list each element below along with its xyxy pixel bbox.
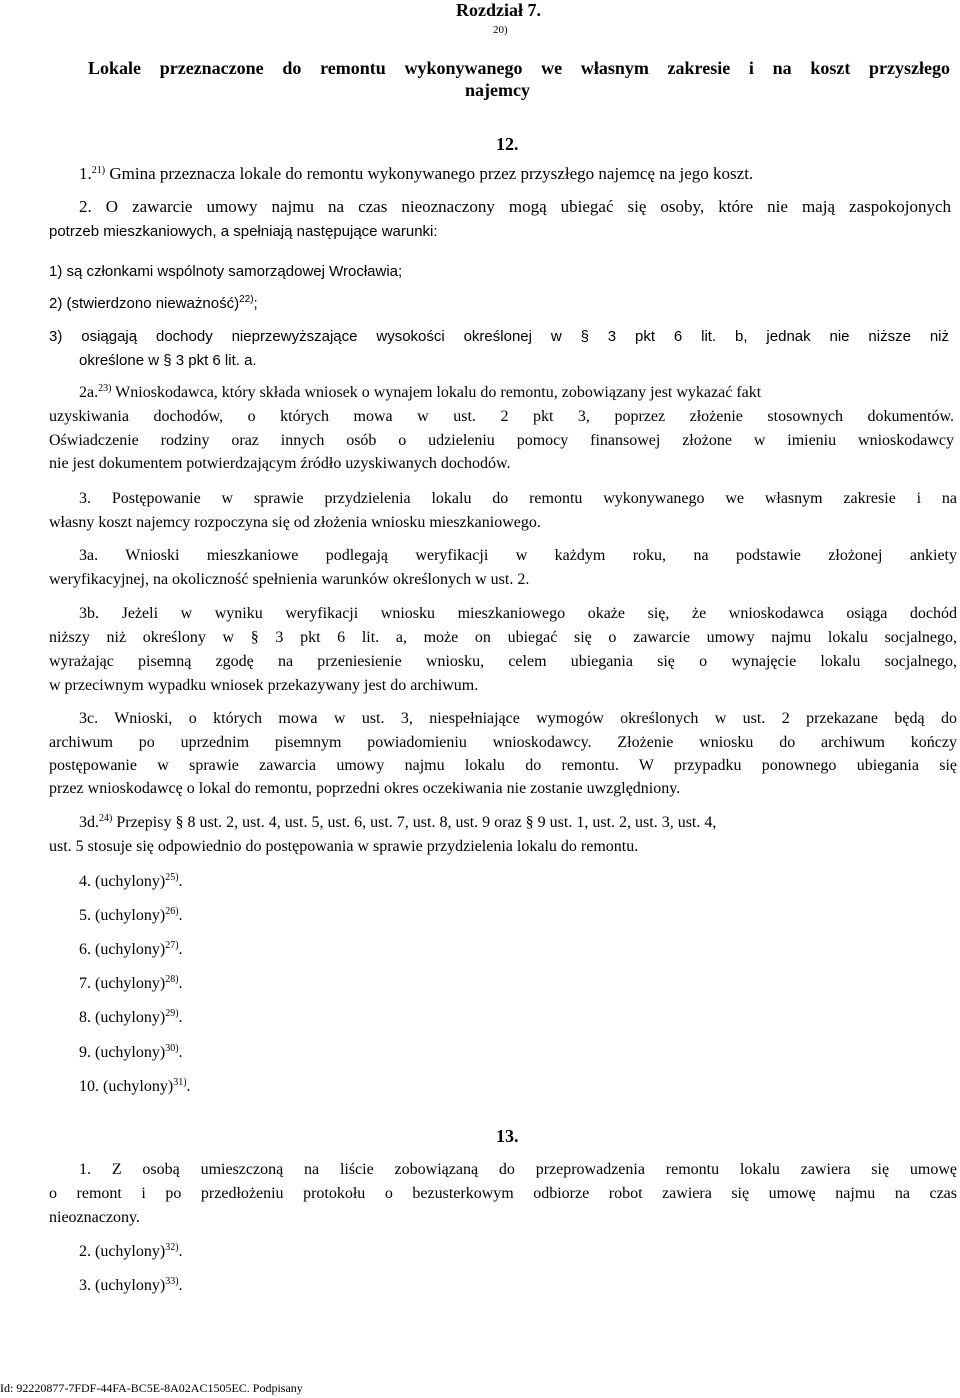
footnote-ref: 27) xyxy=(165,940,179,951)
sec12-repealed-6 xyxy=(79,940,183,960)
sec12-para-3c-line2: archiwum po uprzednim pisemnym powiadomieniu wnioskodawcy. Złożenie wniosku do archiwum kończy xyxy=(49,734,957,751)
sec12-item-2 xyxy=(49,294,258,314)
sec12-para-2-line2: potrzeb mieszkaniowych, a spełniają następujące warunki: xyxy=(49,223,438,240)
footnote-ref: 23) xyxy=(98,383,112,394)
chapter-title-line1: Lokale przeznaczone do remontu wykonywanego we własnym zakresie i na koszt przyszłego xyxy=(88,58,950,78)
item-end: ; xyxy=(253,295,258,312)
item-end: . xyxy=(178,975,183,992)
chapter-footnote-ref: 20) xyxy=(493,24,508,36)
sec12-para-3c-line3: postępowanie w sprawie zawarcia umowy najmu lokalu do remontu. W przypadku ponownego ubiegania się xyxy=(49,757,957,774)
sec12-para-3b-line2: niższy niż określony w § 3 pkt 6 lit. a, może on ubiegać się o zawarcie umowy najmu lokalu socjalnego, xyxy=(49,629,957,646)
sec12-para-3a-line1: 3a. Wnioski mieszkaniowe podlegają weryfikacji w każdym roku, na podstawie złożonej ankiety xyxy=(79,547,957,564)
sec12-para-2a-line4: nie jest dokumentem potwierdzającym źródło uzyskiwanych dochodów. xyxy=(49,455,511,472)
sec12-item-3-line2: określone w § 3 pkt 6 lit. a. xyxy=(79,352,257,369)
sec13-repealed-3 xyxy=(79,1276,183,1296)
sec12-para-1 xyxy=(79,164,753,184)
item-end: . xyxy=(178,907,183,924)
item-end: . xyxy=(186,1078,191,1095)
sec13-repealed-2 xyxy=(79,1242,183,1262)
sec12-para-3c-line1: 3c. Wnioski, o których mowa w ust. 3, niespełniające wymogów określonych w ust. 2 przekazane będą do xyxy=(79,710,957,727)
sec12-para-3d-line1 xyxy=(79,813,957,833)
sec12-para-2a-line2: uzyskiwania dochodów, o których mowa w ust. 2 pkt 3, poprzez złożenie stosownych dokumentów. xyxy=(49,408,954,425)
item-end: . xyxy=(178,1277,183,1294)
sec12-para-3-line1: 3. Postępowanie w sprawie przydzielenia lokalu do remontu wykonywanego we własnym zakresie i na xyxy=(79,490,957,507)
item-text: 2. (uchylony) xyxy=(79,1243,166,1260)
footnote-ref: 31) xyxy=(173,1077,187,1088)
sec12-para-3b-line3: wyrażając pisemną zgodę na przeniesienie wniosku, celem ubiegania się o wynajęcie lokalu socjalnego, xyxy=(49,653,957,670)
sec12-para-2a-line3: Oświadczenie rodziny oraz innych osób o udzieleniu pomocy finansowej złożone w imieniu wnioskodawcy xyxy=(49,432,954,449)
item-text: 5. (uchylony) xyxy=(79,907,166,924)
para-text: Wnioskodawca, który składa wniosek o wynajem lokalu do remontu, zobowiązany jest wykazać fakt xyxy=(115,384,762,401)
chapter-title-line2: najemcy xyxy=(465,80,530,100)
item-end: . xyxy=(178,873,183,890)
sec12-para-3b-line4: w przeciwnym wypadku wniosek przekazywany jest do archiwum. xyxy=(49,677,479,694)
sec12-para-3b-line1: 3b. Jeżeli w wyniku weryfikacji wniosku mieszkaniowego okaże się, że wnioskodawca osiąga dochód xyxy=(79,605,957,622)
item-text: 3. (uchylony) xyxy=(79,1277,166,1294)
document-id-footer: Id: 92220877-7FDF-44FA-BC5E-8A02AC1505EC. Podpisany xyxy=(0,1381,303,1395)
footnote-ref: 32) xyxy=(165,1242,179,1253)
footnote-ref: 24) xyxy=(99,813,113,824)
sec13-para-1-line3: nieoznaczony. xyxy=(49,1209,140,1226)
para-number: 2a. xyxy=(79,384,99,401)
sec12-para-2-line1: 2. O zawarcie umowy najmu na czas nieoznaczony mogą ubiegać się osoby, które nie mają zaspokojonych xyxy=(79,197,951,216)
item-text: 10. (uchylony) xyxy=(79,1078,174,1095)
sec13-para-1-line2: o remont i po przedłożeniu protokołu o bezusterkowym odbiorze robot zawiera się umowę najmu na czas xyxy=(49,1185,957,1202)
sec12-para-2a-line1 xyxy=(79,383,957,403)
footnote-ref: 30) xyxy=(165,1043,179,1054)
footnote-ref: 25) xyxy=(165,872,179,883)
sec12-item-3-line1: 3) osiągają dochody nieprzewyższające wysokości określonej w § 3 pkt 6 lit. b, jednak nie niższe niż xyxy=(49,328,949,345)
sec13-para-1-line1: 1. Z osobą umieszczoną na liście zobowiązaną do przeprowadzenia remontu lokalu zawiera się umowę xyxy=(79,1161,957,1178)
footnote-ref: 33) xyxy=(165,1276,179,1287)
item-end: . xyxy=(178,1009,183,1026)
sec12-repealed-9 xyxy=(79,1043,183,1063)
sec12-para-3a-line2: weryfikacyjnej, na okoliczność spełnienia warunków określonych w ust. 2. xyxy=(49,571,530,588)
sec12-para-3-line2: własny koszt najemcy rozpoczyna się od złożenia wniosku mieszkaniowego. xyxy=(49,514,541,531)
item-end: . xyxy=(178,941,183,958)
sec12-repealed-5 xyxy=(79,906,183,926)
para-number: 1. xyxy=(79,164,92,183)
footnote-ref: 28) xyxy=(165,974,179,985)
section-12-heading: 12. xyxy=(496,134,519,154)
footnote-ref: 22) xyxy=(239,294,254,305)
item-end: . xyxy=(178,1243,183,1260)
sec12-repealed-4 xyxy=(79,872,183,892)
item-end: . xyxy=(178,1044,183,1061)
footnote-ref: 21) xyxy=(91,165,106,176)
sec12-repealed-8 xyxy=(79,1008,183,1028)
footnote-ref: 26) xyxy=(165,906,179,917)
para-text: Przepisy § 8 ust. 2, ust. 4, ust. 5, ust. 6, ust. 7, ust. 8, ust. 9 oraz § 9 ust. 1, ust. 2, ust. 3, ust. 4, xyxy=(116,814,717,831)
item-text: 2) (stwierdzono nieważność) xyxy=(49,295,240,312)
item-text: 6. (uchylony) xyxy=(79,941,166,958)
item-text: 7. (uchylony) xyxy=(79,975,166,992)
sec12-repealed-10 xyxy=(79,1077,191,1097)
sec12-para-3c-line4: przez wnioskodawcę o lokal do remontu, poprzedni okres oczekiwania nie zostanie uwzględniony. xyxy=(49,780,681,797)
section-13-heading: 13. xyxy=(496,1126,519,1146)
para-number: 3d. xyxy=(79,814,99,831)
item-text: 9. (uchylony) xyxy=(79,1044,166,1061)
sec12-para-3d-line2: ust. 5 stosuje się odpowiednio do postępowania w sprawie przydzielenia lokalu do remontu. xyxy=(49,838,639,855)
sec12-item-1: 1) są członkami wspólnoty samorządowej Wrocławia; xyxy=(49,263,403,280)
item-text: 8. (uchylony) xyxy=(79,1009,166,1026)
sec12-repealed-7 xyxy=(79,974,183,994)
chapter-heading: Rozdział 7. xyxy=(456,0,541,20)
footnote-ref: 29) xyxy=(165,1008,179,1019)
para-text: Gmina przeznacza lokale do remontu wykonywanego przez przyszłego najemcę na jego koszt. xyxy=(109,164,754,183)
item-text: 4. (uchylony) xyxy=(79,873,166,890)
